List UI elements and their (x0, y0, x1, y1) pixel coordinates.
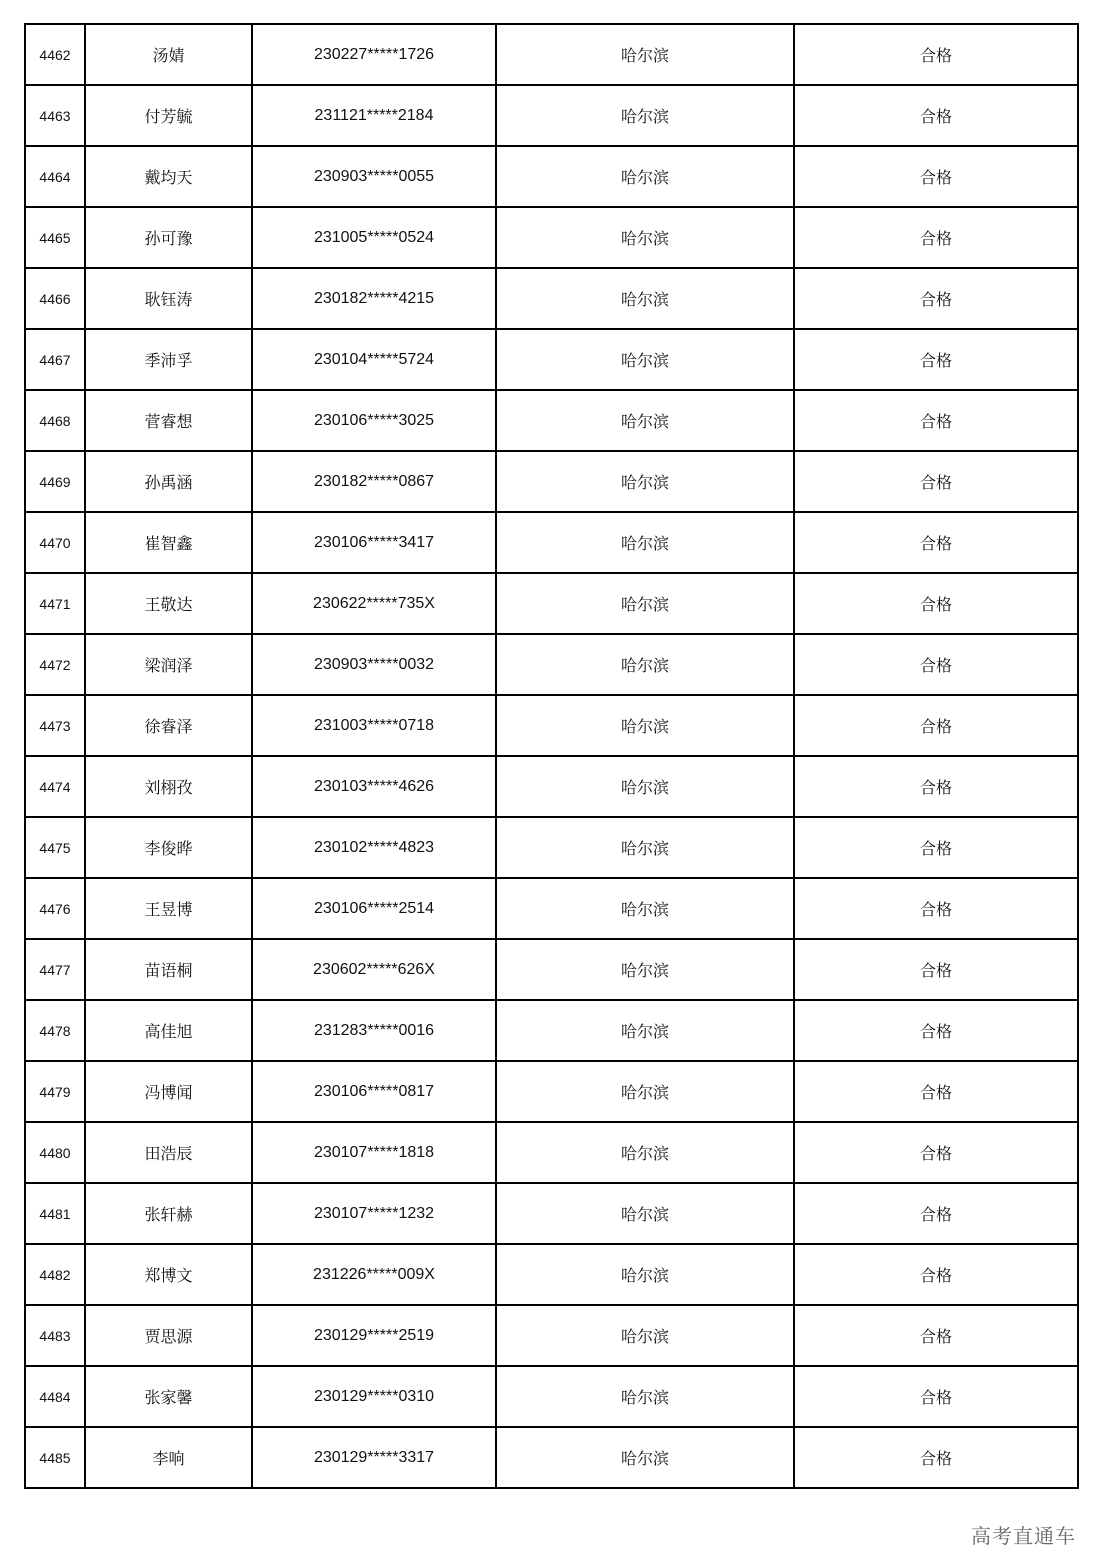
row-number-cell: 4472 (25, 634, 85, 695)
city-cell: 哈尔滨 (496, 512, 794, 573)
row-number-cell: 4478 (25, 1000, 85, 1061)
row-number-cell: 4485 (25, 1427, 85, 1488)
id-number-cell: 230903*****0032 (252, 634, 496, 695)
city-cell: 哈尔滨 (496, 146, 794, 207)
table-row (25, 939, 1078, 1000)
table-row (25, 756, 1078, 817)
city-cell: 哈尔滨 (496, 1427, 794, 1488)
name-cell: 高佳旭 (85, 1000, 252, 1061)
table-row (25, 573, 1078, 634)
name-cell: 戴均天 (85, 146, 252, 207)
result-cell: 合格 (794, 1427, 1078, 1488)
result-cell: 合格 (794, 268, 1078, 329)
city-cell: 哈尔滨 (496, 1305, 794, 1366)
result-cell: 合格 (794, 634, 1078, 695)
name-cell: 刘栩孜 (85, 756, 252, 817)
id-number-cell: 230182*****4215 (252, 268, 496, 329)
id-number-cell: 230622*****735X (252, 573, 496, 634)
id-number-cell: 230104*****5724 (252, 329, 496, 390)
row-number-cell: 4481 (25, 1183, 85, 1244)
id-number-cell: 231226*****009X (252, 1244, 496, 1305)
table-row (25, 512, 1078, 573)
result-cell: 合格 (794, 512, 1078, 573)
city-cell: 哈尔滨 (496, 390, 794, 451)
id-number-cell: 231283*****0016 (252, 1000, 496, 1061)
table-row (25, 1061, 1078, 1122)
row-number-cell: 4483 (25, 1305, 85, 1366)
name-cell: 孙可豫 (85, 207, 252, 268)
name-cell: 苗语桐 (85, 939, 252, 1000)
row-number-cell: 4475 (25, 817, 85, 878)
row-number-cell: 4463 (25, 85, 85, 146)
city-cell: 哈尔滨 (496, 268, 794, 329)
result-cell: 合格 (794, 1244, 1078, 1305)
table-row (25, 1427, 1078, 1488)
city-cell: 哈尔滨 (496, 1366, 794, 1427)
table-row (25, 329, 1078, 390)
result-cell: 合格 (794, 756, 1078, 817)
id-number-cell: 231005*****0524 (252, 207, 496, 268)
table-row (25, 634, 1078, 695)
name-cell: 耿钰涛 (85, 268, 252, 329)
name-cell: 季沛孚 (85, 329, 252, 390)
name-cell: 李俊晔 (85, 817, 252, 878)
name-cell: 徐睿泽 (85, 695, 252, 756)
name-cell: 李响 (85, 1427, 252, 1488)
city-cell: 哈尔滨 (496, 451, 794, 512)
row-number-cell: 4484 (25, 1366, 85, 1427)
city-cell: 哈尔滨 (496, 878, 794, 939)
id-number-cell: 231121*****2184 (252, 85, 496, 146)
table-row (25, 390, 1078, 451)
name-cell: 张轩赫 (85, 1183, 252, 1244)
id-number-cell: 230227*****1726 (252, 24, 496, 85)
city-cell: 哈尔滨 (496, 756, 794, 817)
result-cell: 合格 (794, 1305, 1078, 1366)
row-number-cell: 4469 (25, 451, 85, 512)
city-cell: 哈尔滨 (496, 24, 794, 85)
row-number-cell: 4470 (25, 512, 85, 573)
row-number-cell: 4479 (25, 1061, 85, 1122)
table-row (25, 695, 1078, 756)
id-number-cell: 230182*****0867 (252, 451, 496, 512)
result-cell: 合格 (794, 878, 1078, 939)
name-cell: 汤婧 (85, 24, 252, 85)
table-row (25, 451, 1078, 512)
result-cell: 合格 (794, 1366, 1078, 1427)
result-cell: 合格 (794, 24, 1078, 85)
result-cell: 合格 (794, 695, 1078, 756)
result-cell: 合格 (794, 939, 1078, 1000)
id-number-cell: 230103*****4626 (252, 756, 496, 817)
id-number-cell: 230102*****4823 (252, 817, 496, 878)
city-cell: 哈尔滨 (496, 207, 794, 268)
row-number-cell: 4476 (25, 878, 85, 939)
row-number-cell: 4468 (25, 390, 85, 451)
row-number-cell: 4464 (25, 146, 85, 207)
city-cell: 哈尔滨 (496, 1000, 794, 1061)
result-cell: 合格 (794, 1061, 1078, 1122)
table-row (25, 1000, 1078, 1061)
row-number-cell: 4466 (25, 268, 85, 329)
table-row (25, 1183, 1078, 1244)
name-cell: 王敬达 (85, 573, 252, 634)
id-number-cell: 230129*****2519 (252, 1305, 496, 1366)
id-number-cell: 230106*****3025 (252, 390, 496, 451)
city-cell: 哈尔滨 (496, 1244, 794, 1305)
table-row (25, 878, 1078, 939)
row-number-cell: 4473 (25, 695, 85, 756)
table-row (25, 207, 1078, 268)
table-row (25, 268, 1078, 329)
results-table-body (25, 24, 1078, 1488)
city-cell: 哈尔滨 (496, 329, 794, 390)
table-row (25, 146, 1078, 207)
id-number-cell: 230129*****3317 (252, 1427, 496, 1488)
name-cell: 田浩辰 (85, 1122, 252, 1183)
results-table (24, 23, 1079, 1489)
table-row (25, 24, 1078, 85)
table-row (25, 1122, 1078, 1183)
table-row (25, 85, 1078, 146)
id-number-cell: 231003*****0718 (252, 695, 496, 756)
city-cell: 哈尔滨 (496, 573, 794, 634)
result-cell: 合格 (794, 451, 1078, 512)
id-number-cell: 230106*****2514 (252, 878, 496, 939)
city-cell: 哈尔滨 (496, 634, 794, 695)
city-cell: 哈尔滨 (496, 1122, 794, 1183)
city-cell: 哈尔滨 (496, 1061, 794, 1122)
result-cell: 合格 (794, 1000, 1078, 1061)
name-cell: 冯博闻 (85, 1061, 252, 1122)
city-cell: 哈尔滨 (496, 817, 794, 878)
city-cell: 哈尔滨 (496, 695, 794, 756)
id-number-cell: 230903*****0055 (252, 146, 496, 207)
result-cell: 合格 (794, 390, 1078, 451)
city-cell: 哈尔滨 (496, 1183, 794, 1244)
row-number-cell: 4480 (25, 1122, 85, 1183)
id-number-cell: 230602*****626X (252, 939, 496, 1000)
name-cell: 崔智鑫 (85, 512, 252, 573)
city-cell: 哈尔滨 (496, 85, 794, 146)
id-number-cell: 230106*****0817 (252, 1061, 496, 1122)
row-number-cell: 4462 (25, 24, 85, 85)
id-number-cell: 230129*****0310 (252, 1366, 496, 1427)
id-number-cell: 230106*****3417 (252, 512, 496, 573)
name-cell: 菅睿想 (85, 390, 252, 451)
name-cell: 孙禹涵 (85, 451, 252, 512)
table-row (25, 1305, 1078, 1366)
result-cell: 合格 (794, 85, 1078, 146)
result-cell: 合格 (794, 1183, 1078, 1244)
row-number-cell: 4477 (25, 939, 85, 1000)
row-number-cell: 4465 (25, 207, 85, 268)
row-number-cell: 4474 (25, 756, 85, 817)
result-cell: 合格 (794, 573, 1078, 634)
table-row (25, 1244, 1078, 1305)
name-cell: 王昱博 (85, 878, 252, 939)
name-cell: 张家馨 (85, 1366, 252, 1427)
row-number-cell: 4471 (25, 573, 85, 634)
row-number-cell: 4467 (25, 329, 85, 390)
table-row (25, 1366, 1078, 1427)
table-row (25, 817, 1078, 878)
row-number-cell: 4482 (25, 1244, 85, 1305)
id-number-cell: 230107*****1232 (252, 1183, 496, 1244)
name-cell: 郑博文 (85, 1244, 252, 1305)
result-cell: 合格 (794, 1122, 1078, 1183)
watermark: 高考直通车 (971, 1524, 1076, 1548)
city-cell: 哈尔滨 (496, 939, 794, 1000)
id-number-cell: 230107*****1818 (252, 1122, 496, 1183)
result-cell: 合格 (794, 146, 1078, 207)
name-cell: 贾思源 (85, 1305, 252, 1366)
result-cell: 合格 (794, 329, 1078, 390)
name-cell: 付芳毓 (85, 85, 252, 146)
result-cell: 合格 (794, 207, 1078, 268)
result-cell: 合格 (794, 817, 1078, 878)
name-cell: 梁润泽 (85, 634, 252, 695)
